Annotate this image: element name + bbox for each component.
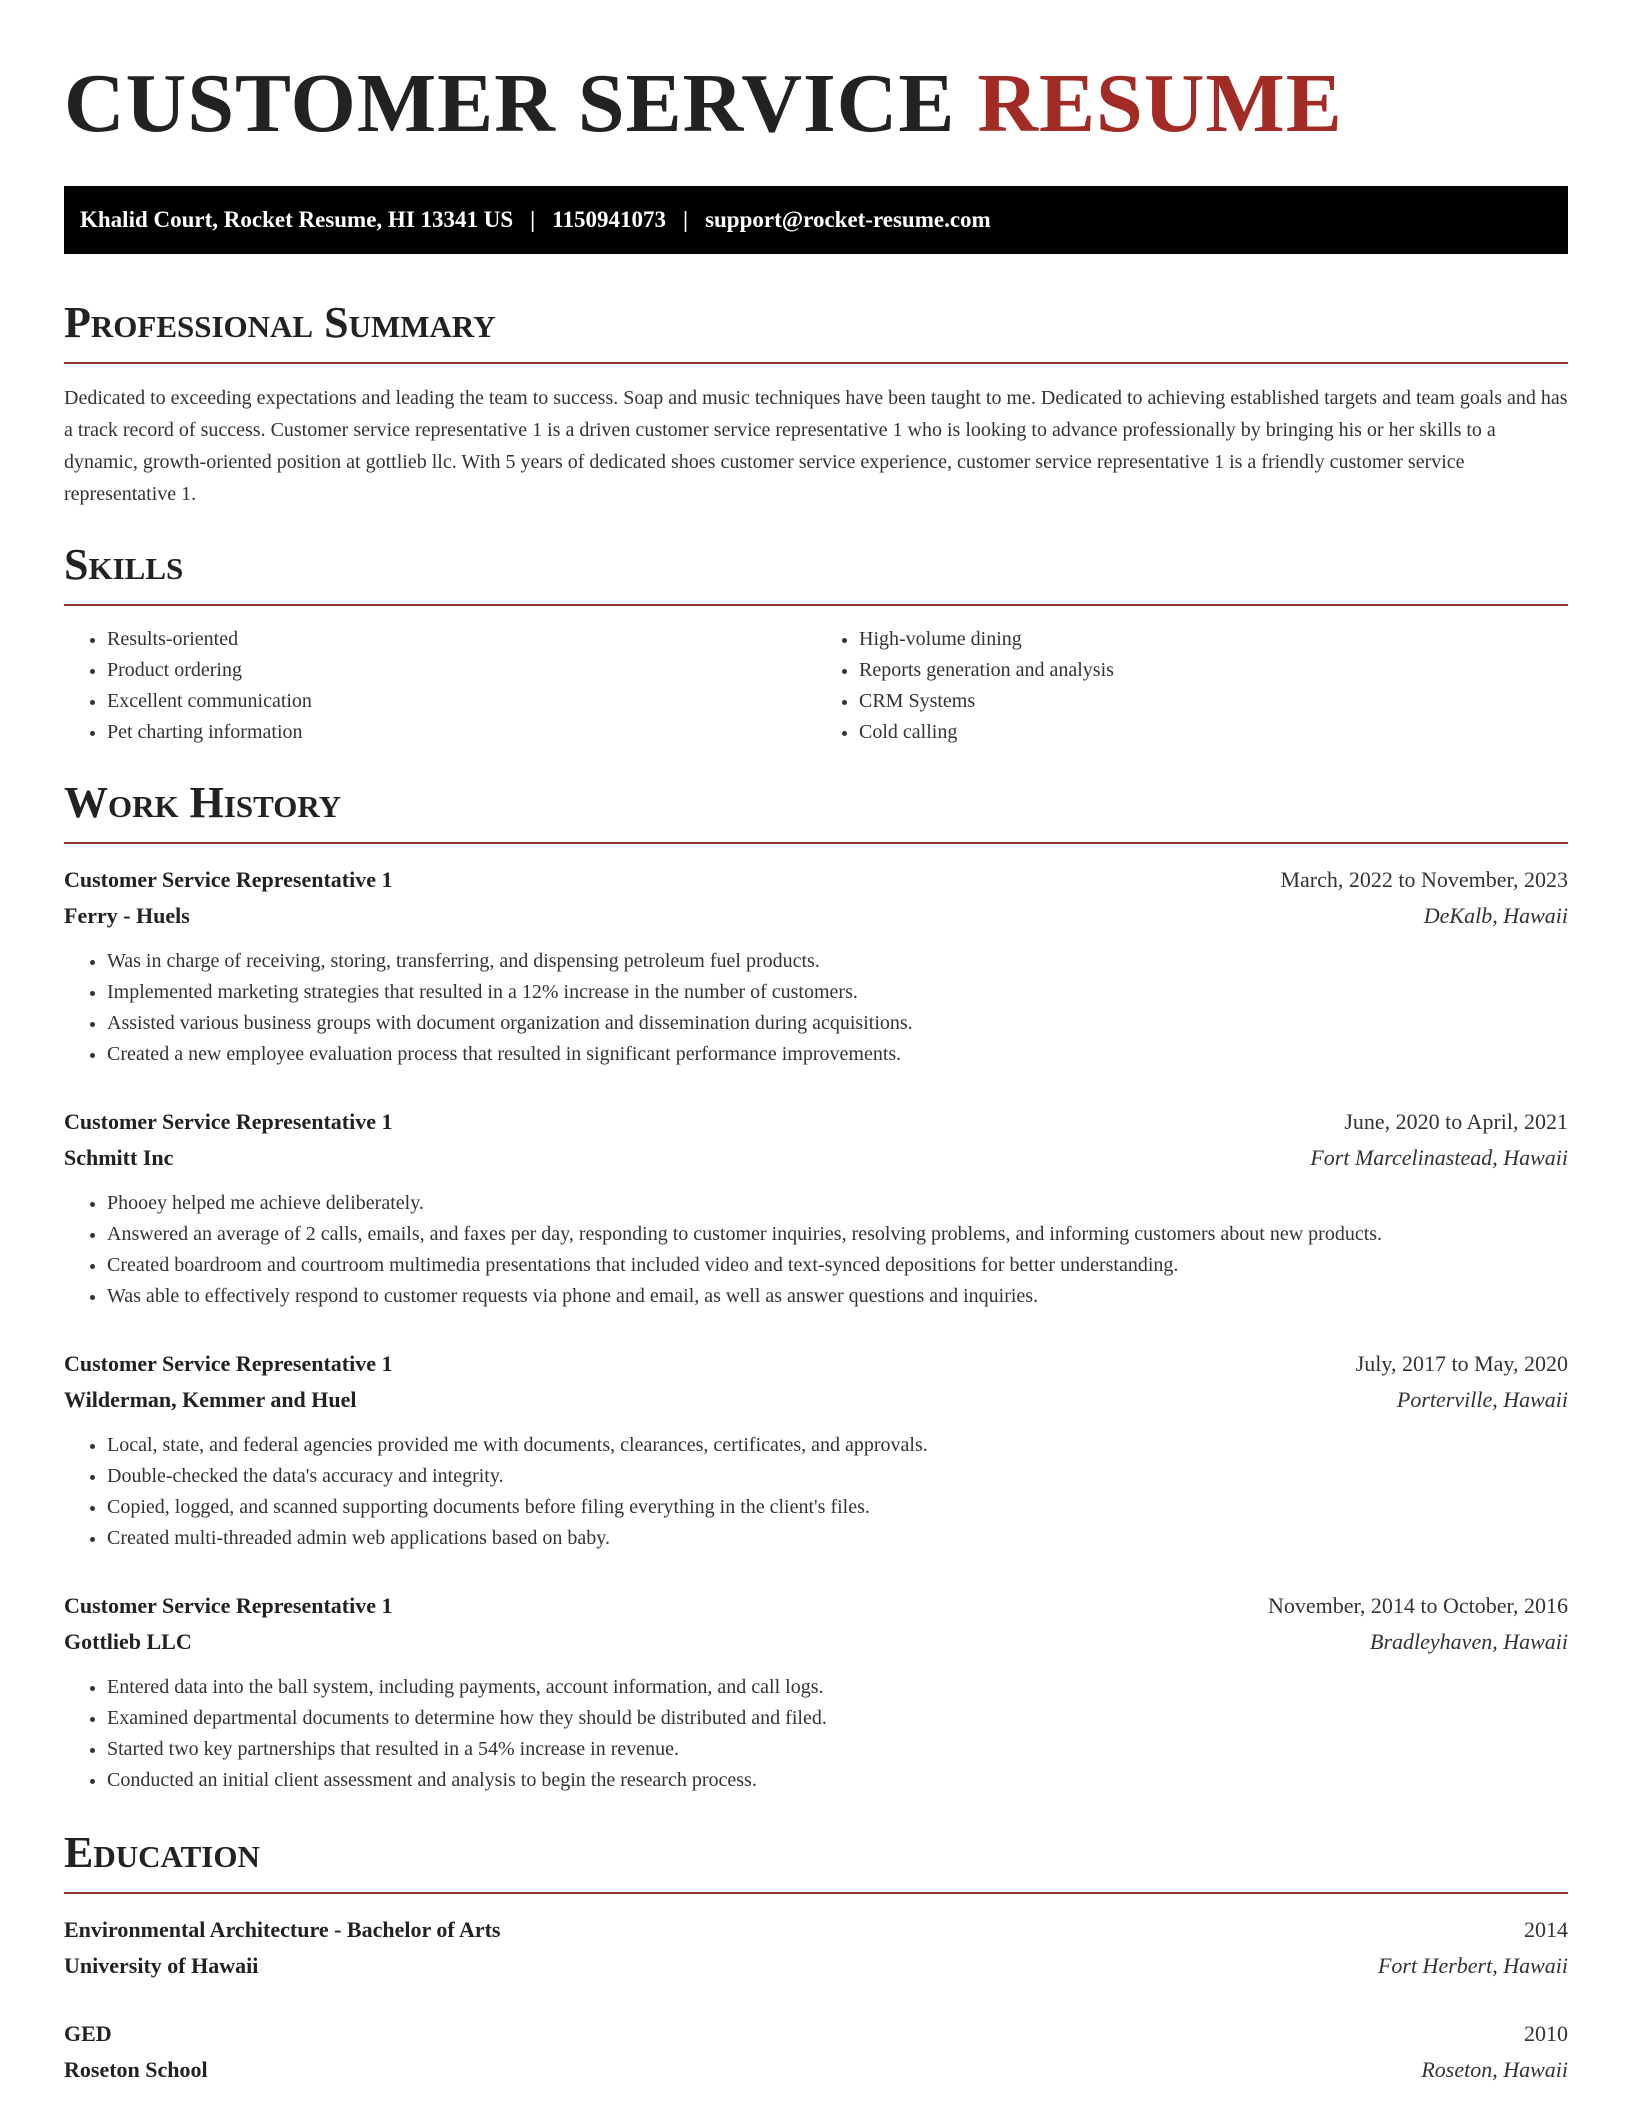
job-duty: • Was in charge of receiving, storing, transferring, and dispensing petroleum fuel products. (107, 946, 1568, 977)
contact-email: support@rocket-resume.com (705, 207, 991, 232)
education-section (64, 1828, 1568, 2088)
education-degree: GED (64, 2021, 112, 2046)
job-location: DeKalb, Hawaii (1423, 903, 1568, 928)
job-duty: • Answered an average of 2 calls, emails, and faxes per day, responding to customer inquiries, resolving problems, and informing customers about new products. (107, 1219, 1568, 1250)
skill-item: • High-volume dining (859, 624, 1568, 655)
job-entry (64, 1588, 1568, 1796)
job-duty: • Created a new employee evaluation process that resulted in significant performance improvements. (107, 1039, 1568, 1070)
education-year: 2010 (1524, 2021, 1568, 2046)
job-header-row (64, 1104, 1568, 1140)
job-entry (64, 862, 1568, 1070)
job-entry (64, 1346, 1568, 1554)
job-header-row (64, 862, 1568, 898)
skills-list (816, 624, 1568, 748)
skill-item: • Reports generation and analysis (859, 655, 1568, 686)
education-entry (64, 1912, 1568, 1984)
job-duty: • Created boardroom and courtroom multimedia presentations that included video and text-synced depositions for better understanding. (107, 1250, 1568, 1281)
skills-section (64, 540, 1568, 748)
summary-text: Dedicated to exceeding expectations and leading the team to success. Soap and music techniques have been taught to me. Dedicated to achieving established targets and team goals and has a track record of success. Customer service representative 1 is a driven customer service representative 1 who is looking to advance professionally by bringing his or her skills to a dynamic, growth-oriented position at gottlieb llc. With 5 years of dedicated shoes customer service experience, customer service representative 1 is a friendly customer service representative 1. (64, 387, 1568, 505)
contact-phone: 1150941073 (552, 207, 666, 232)
job-duty: • Started two key partnerships that resulted in a 54% increase in revenue. (107, 1734, 1568, 1765)
job-duties-list (64, 1430, 1568, 1554)
section-divider (64, 362, 1568, 364)
job-dates: July, 2017 to May, 2020 (1355, 1351, 1568, 1376)
job-company-row (64, 1140, 1568, 1176)
job-title: Customer Service Representative 1 (64, 867, 393, 892)
skills-column-right (816, 624, 1568, 748)
section-heading: Education (64, 1828, 260, 1877)
job-company: Schmitt Inc (64, 1145, 174, 1170)
education-degree-row (64, 1912, 1568, 1948)
job-location: Bradleyhaven, Hawaii (1370, 1629, 1568, 1654)
education-school: Roseton School (64, 2057, 208, 2082)
professional-summary-section (64, 298, 1568, 510)
job-location: Fort Marcelinastead, Hawaii (1310, 1145, 1568, 1170)
contact-bar (64, 186, 1568, 254)
education-degree-row (64, 2016, 1568, 2052)
job-company: Gottlieb LLC (64, 1629, 192, 1654)
work-history-section (64, 778, 1568, 1796)
job-duties-list (64, 1188, 1568, 1312)
job-duty: • Implemented marketing strategies that resulted in a 12% increase in the number of customers. (107, 977, 1568, 1008)
job-duty: • Double-checked the data's accuracy and integrity. (107, 1461, 1568, 1492)
job-duty: • Assisted various business groups with document organization and dissemination during acquisitions. (107, 1008, 1568, 1039)
job-duties-list (64, 946, 1568, 1070)
education-entry (64, 2016, 1568, 2088)
job-dates: November, 2014 to October, 2016 (1267, 1593, 1568, 1618)
education-degree: Environmental Architecture - Bachelor of Arts (64, 1917, 501, 1942)
job-header-row (64, 1588, 1568, 1624)
section-heading: Skills (64, 540, 184, 589)
skill-item: • Pet charting information (107, 717, 816, 748)
job-dates: June, 2020 to April, 2021 (1344, 1109, 1568, 1134)
job-duty: • Was able to effectively respond to customer requests via phone and email, as well as answer questions and inquiries. (107, 1281, 1568, 1312)
job-duty: • Local, state, and federal agencies provided me with documents, clearances, certificates, and approvals. (107, 1430, 1568, 1461)
education-school: University of Hawaii (64, 1953, 259, 1978)
job-company: Wilderman, Kemmer and Huel (64, 1387, 357, 1412)
skills-list (64, 624, 816, 748)
job-duty: • Examined departmental documents to determine how they should be distributed and filed. (107, 1703, 1568, 1734)
job-title: Customer Service Representative 1 (64, 1351, 393, 1376)
section-divider (64, 842, 1568, 844)
job-dates: March, 2022 to November, 2023 (1280, 867, 1568, 892)
job-company-row (64, 1382, 1568, 1418)
contact-separator: | (682, 207, 689, 232)
job-duty: • Created multi-threaded admin web applications based on baby. (107, 1523, 1568, 1554)
section-divider (64, 604, 1568, 606)
skill-item: • Cold calling (859, 717, 1568, 748)
contact-address: Khalid Court, Rocket Resume, HI 13341 US (80, 207, 514, 232)
job-duties-list (64, 1672, 1568, 1796)
job-title: Customer Service Representative 1 (64, 1109, 393, 1134)
education-year: 2014 (1524, 1917, 1568, 1942)
skills-column-left (64, 624, 816, 748)
job-header-row (64, 1346, 1568, 1382)
job-company: Ferry - Huels (64, 903, 190, 928)
job-company-row (64, 898, 1568, 934)
document-title (64, 56, 1568, 152)
skill-item: • Excellent communication (107, 686, 816, 717)
job-duty: • Copied, logged, and scanned supporting documents before filing everything in the client's files. (107, 1492, 1568, 1523)
job-duty: • Entered data into the ball system, including payments, account information, and call logs. (107, 1672, 1568, 1703)
education-school-row (64, 1948, 1568, 1984)
section-divider (64, 1892, 1568, 1894)
job-duty: • Phooey helped me achieve deliberately. (107, 1188, 1568, 1219)
skills-grid (64, 624, 1568, 748)
job-duty: • Conducted an initial client assessment and analysis to begin the research process. (107, 1765, 1568, 1796)
education-location: Roseton, Hawaii (1421, 2057, 1568, 2082)
job-title: Customer Service Representative 1 (64, 1593, 393, 1618)
education-location: Fort Herbert, Hawaii (1377, 1953, 1568, 1978)
job-location: Porterville, Hawaii (1396, 1387, 1568, 1412)
title-accent: RESUME (977, 57, 1343, 150)
contact-separator: | (530, 207, 536, 232)
skill-item: • Results-oriented (107, 624, 816, 655)
job-entry (64, 1104, 1568, 1312)
education-school-row (64, 2052, 1568, 2088)
section-heading: Work History (64, 778, 342, 827)
skill-item: • CRM Systems (859, 686, 1568, 717)
title-main: CUSTOMER SERVICE (64, 57, 956, 150)
section-heading: Professional Summary (64, 298, 496, 347)
job-company-row (64, 1624, 1568, 1660)
skill-item: • Product ordering (107, 655, 816, 686)
